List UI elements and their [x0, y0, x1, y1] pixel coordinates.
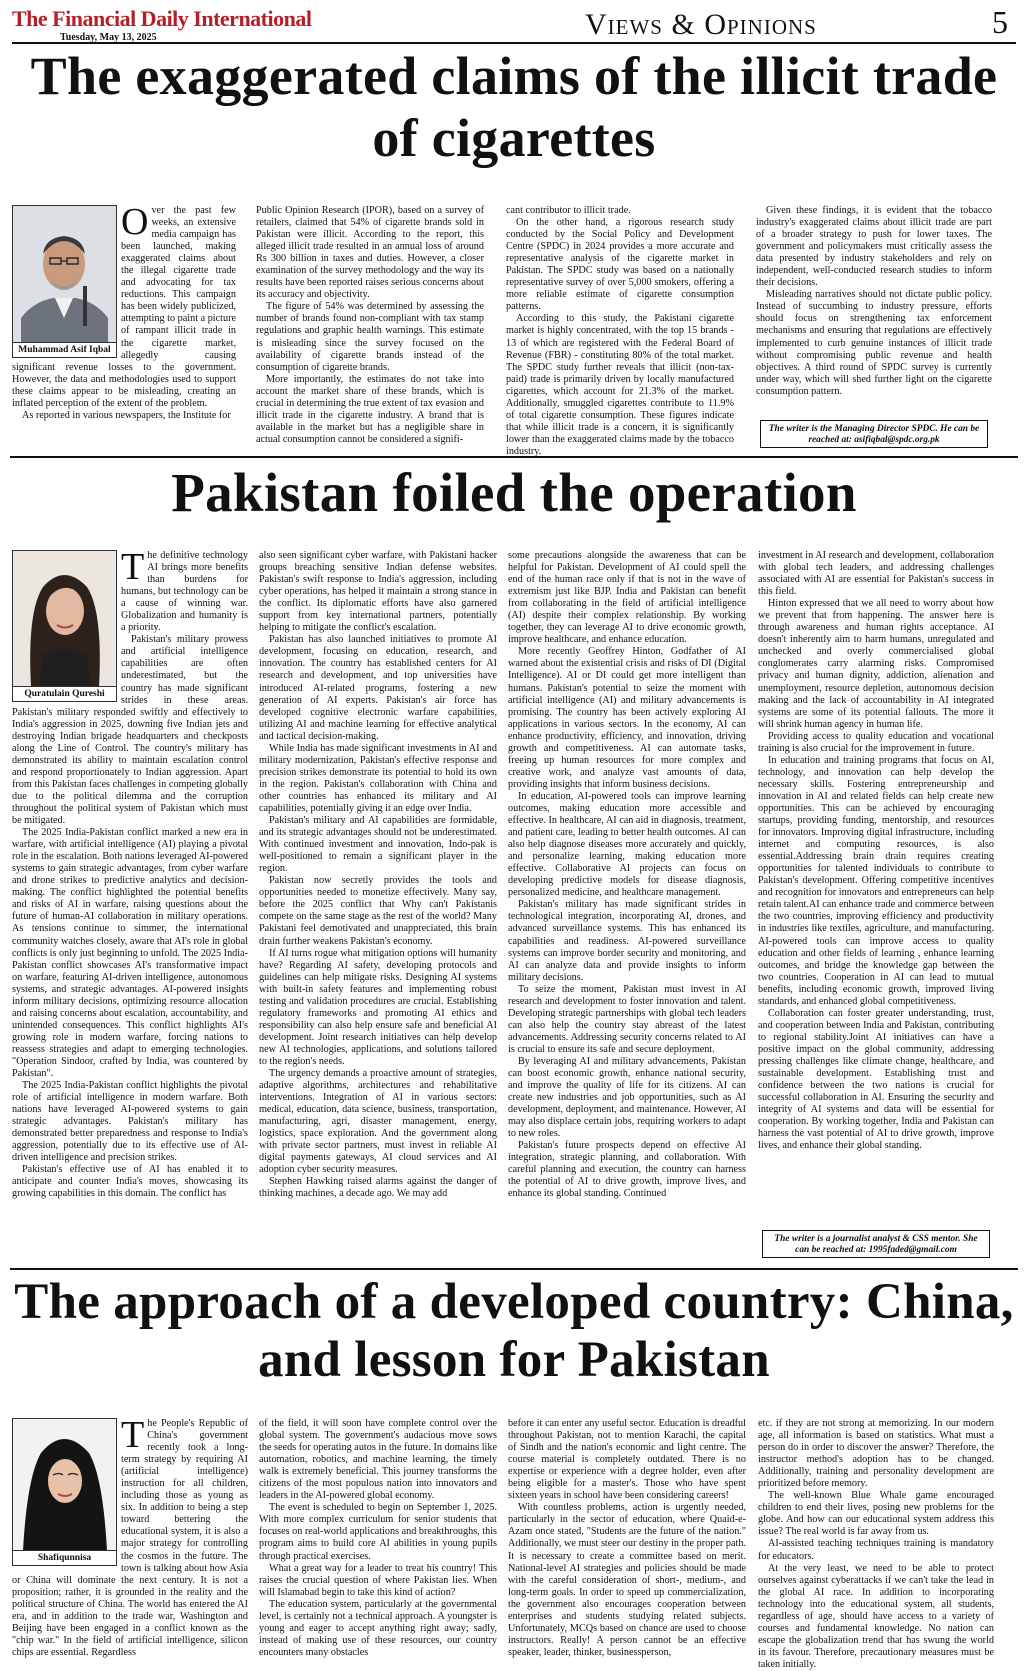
- article-1-column-1: [12, 201, 236, 425]
- paragraph: Misleading narratives should not dictate public policy. Instead of succumbing to industry pressure, efforts should focus on strengthening tax enforcement mechanisms and ensuring that regulations are effectively implemented to curb genuine instances of illicit trade without compromising public revenue and health objectives. A third round of SPDC survey is currently under way, which will shed further light on the cigarette consumption pattern.: [756, 289, 992, 397]
- article-2-column-4: [758, 550, 994, 1226]
- paragraph: The 2025 India-Pakistan conflict marked a new era in warfare, with artificial intelligence (AI) playing a pivotal role in the escalation. Both nations leveraged AI-powered systems to gain strategic advantages, from cyber warfare and drone strikes to predictive analytics and decision-making. The conflict highlighted the potential benefits and risks of AI in warfare, raising questions about the future of human-AI collaboration in military operations. As tensions continue to simmer, the international community watches closely, aware that AI's role in global conflicts is only just beginning to unfold. The 2025 India-Pakistan conflict showcases AI's transformative impact on warfare, featuring AI-driven intelligence, autonomous systems, and strategic advantages. AI-powered insights inform military decisions, optimizing resource allocation and raising concerns about escalation, accountability, and unintended consequences. This conflict highlights AI's growing role in modern warfare, forcing nations to reassess strategies and adapt to emerging technologies. "Operation Sindoor, crafted by India, was countered by Pakistan".: [12, 827, 248, 1080]
- paragraph: Pakistan's military has made significant strides in technological integration, incorporating AI, drones, and advanced surveillance systems. This has enhanced its capabilities and readiness. AI-powered surveillance systems can improve border security and monitoring, and AI can analyze data and provide insights to inform military decisions.: [508, 899, 746, 983]
- paragraph: some precautions alongside the awareness that can be helpful for Pakistan. Development of AI could spell the end of the human race only if that is not in the wave of extremism just like BJP. India and Pakistan can benefit from collaborating in the field of artificial intelligence (AI) despite their complex relationship. By working together, they can leverage AI to drive economic growth, improve healthcare, and enhance education.: [508, 550, 746, 646]
- paragraph: Pakistan's future prospects depend on effective AI integration, strategic planning, and collaboration. With careful planning and execution, the country can harness the potential of AI to drive growth, improve lives, and enhance its global standing. Continued: [508, 1140, 746, 1200]
- paragraph: Pakistan has also launched initiatives to promote AI development, focusing on education, research, and innovation. The country has established centers for AI research and development, and top universities have introduced AI-related programs, fostering a new generation of AI experts. Pakistan's air force has developed cognitive electronic warfare capabilities, utilizing AI and machine learning for effective analytical and tactical decision-making.: [259, 634, 497, 742]
- page-number: 5: [992, 4, 1008, 40]
- article-1-column-2: [256, 205, 484, 445]
- drop-cap: O: [121, 201, 149, 243]
- paragraph: The urgency demands a proactive amount of strategies, adaptive algorithms, architectures and rehabilitative interventions. Integration of AI in various sectors: medical, education, data science, business, transportation, manufacturing, agri, disaster management, energy, logistics, space exploration. And the government along with private sector partners, must invest in reliable AI digital payments gateways, AI cloud services and AI adoption cyber security measures.: [259, 1068, 497, 1176]
- article-3-column-4: [758, 1418, 994, 1670]
- article-2-column-3: [508, 550, 746, 1260]
- article-3-column-2: [259, 1418, 497, 1658]
- paragraph: With countless problems, action is urgently needed, particularly in the sector of education, where Quaid-e-Azam once stated, "Students are the future of the nation." Additionally, we must steer our destiny in the proper path. It is necessary to create a committee based on merit. National-level AI strategies and policies should be made with the careful consideration of short-, medium-, and long-term goals. In order to speed up commercialization, the government also encourages cooperation between enterprises and students studying related subjects. Unfortunately, MCQs based on chance are used to choose instructors. Really! A person cannot be an effective speaker, leader, thinker, businessperson,: [508, 1502, 746, 1658]
- drop-cap: T: [121, 546, 145, 588]
- paragraph: etc. if they are not strong at memorizing. In our modern age, all information is based on statistics. What must a person do in order to discover the answer? Therefore, the instructor method's adoption has to be changed. Additionally, training and personality development are prioritized before memory.: [758, 1418, 994, 1490]
- paragraph: The 2025 India-Pakistan conflict highlights the pivotal role of artificial intelligence in modern warfare. Both nations have leveraged AI-powered systems to gain strategic advantages. Pakistan's military has demonstrated better preparedness and response to India's aggression, potentially due to its effective use of AI-driven intelligence and precision strikes.: [12, 1080, 248, 1164]
- paragraph: More importantly, the estimates do not take into account the market share of these brands, which is crucial in determining the true extent of tax evasion and illicit trade in the cigarette industry. A brand that is available in the market but has a negligible share in actual consumption cannot be considered a signifi-: [256, 373, 484, 445]
- paragraph: Stephen Hawking raised alarms against the danger of thinking machines, a decade ago. We may add: [259, 1176, 497, 1200]
- drop-cap: T: [121, 1414, 145, 1456]
- paragraph: More recently Geoffrey Hinton, Godfather of AI warned about the existential crisis and risks of DI (Digital Intelligence). AI or DI could get more intelligent than humans. Pakistan's potential to seize the moment with artificial intelligence (AI) and military advancements is promising. The country has been actively exploring AI applications in various sectors. In the economy, AI can enhance productivity, efficiency, and innovation, driving growth and competitiveness. AI can automate tasks, freeing up human resources for more complex and creative work, and analyze vast amounts of data, providing insights that inform business decisions.: [508, 646, 746, 790]
- paper-date: Tuesday, May 13, 2025: [60, 32, 157, 43]
- article-1-byline: The writer is the Managing Director SPDC. He can be reached at: asifiqbal@spdc.org.pk: [760, 420, 988, 448]
- paragraph: The figure of 54% was determined by assessing the number of brands found non-compliant with tax stamp regulations and graphic health warnings. This estimate is misleading since the survey focused on the availability of cigarette brands instead of the consumption of cigarette brands.: [256, 301, 484, 373]
- paragraph: Pakistan's effective use of AI has enabled it to anticipate and counter India's moves, showcasing its growing capabilities in this domain. The conflict has: [12, 1164, 248, 1200]
- section-name: Views & Opinions: [585, 8, 817, 41]
- paragraph: If AI turns rogue what mitigation options will humanity have? Regarding AI safety, developing protocols and guidelines can help mitigate risks. Designing AI systems with built-in safety features and implementing robust testing and validation procedures are crucial. Establishing regulatory frameworks and promoting AI ethics and responsibility can also help ensure safe and beneficial AI development. Joint research initiatives can help develop new AI technologies, applications, and solutions tailored to the region's needs.: [259, 947, 497, 1067]
- paragraph: At the very least, we need to be able to protect ourselves against cyberattacks if we can't take the lead in the global AI race. In addition to incorporating technology into the educational system, all students, regardless of age, should have access to a variety of courses and fundamental knowledge. No nation can escape the globalization trend that has swung the world in its favour. Therefore, precautionary measures must be taken initially.: [758, 1562, 994, 1670]
- paragraph: Pakistan's military prowess and artificial intelligence capabilities are often underestimated, but the country has made significant strides in these areas. Pakistan's military responded swiftly and effectively to India's aggression in 2025, downing five Indian jets and destroying Indian brigade headquarters and checkposts along the Line of Control. The country's military has demonstrated its ability to maintain escalation control and respond proportionately to Indian aggression. Apart from this Pakistan faces challenges in competing globally due to the political dilemma and the corruption throughout the political system of Pakistan which must be mitigated.: [12, 634, 248, 827]
- article-2-column-2: [259, 550, 497, 1260]
- paragraph: investment in AI research and development, collaboration with global tech leaders, and addressing challenges associated with AI are essential for Pakistan's success in this field.: [758, 550, 994, 598]
- paragraph: Public Opinion Research (IPOR), based on a survey of retailers, claimed that 54% of cigarette brands sold in Pakistan were illicit. According to the report, this alleged illicit trade resulted in an annual loss of around Rs 300 billion in taxes and duties. However, a closer examination of the survey methodology and the way its results have been reported raises serious concerns about its accuracy and objectivity.: [256, 205, 484, 301]
- section-divider: [10, 1268, 1018, 1270]
- article-1-headline: The exaggerated claims of the illicit trade of cigarettes: [30, 46, 998, 168]
- paragraph: To seize the moment, Pakistan must invest in AI research and development to foster innovation and talent. Developing strategic partnerships with global tech leaders can also help the country stay abreast of the latest advancements. Addressing security concerns related to AI is crucial to ensure its safe and secure deployment.: [508, 983, 746, 1055]
- article-1-column-4: [756, 205, 992, 415]
- paragraph: The definitive technology AI brings more benefits than burdens for humans, but technology can be a cause of winning war. Globalization and humanity is a priority.: [121, 546, 248, 634]
- article-3-author-caption: Shafiqunnisa: [13, 1550, 116, 1565]
- article-3-headline: The approach of a developed country: China, and lesson for Pakistan: [14, 1274, 1014, 1388]
- paragraph: According to this study, the Pakistani cigarette market is highly concentrated, with the top 15 brands - 13 of which are registered with the Federal Board of Revenue (FBR) - constituting 80% of the total market. The SPDC study further reveals that illicit (non-tax-paid) trade is primarily driven by locally manufactured cigarettes, which account for 21.3% of the market. Additionally, smuggled cigarettes contribute to 11.9% of total cigarette consumption. These figures indicate that while illicit trade is a concern, it is significantly lower than the exaggerated claims made by the tobacco industry.: [506, 313, 734, 457]
- paragraph: The event is scheduled to begin on September 1, 2025. With more complex curriculum for senior students that focuses on real-world applications and breakthroughs, this program aims to build core AI abilities in young pupils through practical exercises.: [259, 1502, 497, 1562]
- article-3-column-3: [508, 1418, 746, 1658]
- paper-name: The Financial Daily International: [12, 6, 312, 31]
- paragraph: Pakistan's military and AI capabilities are formidable, and its strategic advantages should not be underestimated. With continued investment and innovation, Indo-pak is well-positioned to remain a significant player in the region.: [259, 815, 497, 875]
- paragraph: The People's Republic of China's government recently took a long-term strategy by requiring AI (artificial intelligence) instruction for all children, including those as young as six. In addition to being a step toward bettering the educational system, it is also a major strategy for controlling the cosmos in the future. The town is talking about how Asia or China will dominate the next century. It is not a proposition; rather, it is grounded in the reality and the political structure of China. The world has entered the AI era, and in addition to the trade war, Washington and Beijing have been engaged in a conflict known as the "chip war." In the field of artificial intelligence, silicon chips are essential. Regardless: [12, 1414, 248, 1658]
- article-3-column-1: [12, 1414, 248, 1658]
- paragraph: On the other hand, a rigorous research study conducted by the Social Policy and Development Centre (SPDC) in 2024 provides a more accurate and representative analysis of the cigarette market in Pakistan. The SPDC study was based on a nationally representative survey of over 5,000 smokers, offering a more reliable estimate of cigarette consumption patterns.: [506, 217, 734, 313]
- paragraph: As reported in various newspapers, the Institute for: [22, 409, 231, 421]
- article-1-column-3: [506, 205, 734, 457]
- article-1-author-caption: Muhammad Asif Iqbal: [13, 342, 116, 357]
- paragraph: before it can enter any useful sector. Education is dreadful throughout Pakistan, not to mention Karachi, the capital of Sindh and the nation's economic and light centre. The course material is completely outdated. There is no expertise or experience with a degree holder, even after being eligible for a master's. Those who have spent sixteen years in school have been considering careers!: [508, 1418, 746, 1502]
- paragraph: Pakistan now secretly provides the tools and opportunities needed to monetize effectively. Many say, before the 2025 conflict that Why can't Pakistanis compete on the same stage as the rest of the world? Many Pakistani feel demotivated and unappreciated, this brain drain further weakens Pakistan's economy.: [259, 875, 497, 947]
- paragraph: Over the past few weeks, an extensive media campaign has been launched, making exaggerated claims about the illegal cigarette trade and advocating for tax reductions. This campaign has been widely publicized, attempting to paint a picture of rampant illicit trade in the cigarette market, allegedly causing significant revenue losses to the government. However, the data and methodologies used to support these claims appear to be misleading, creating an inflated perception of the extent of the problem.: [12, 201, 236, 409]
- article-2-column-1: [12, 546, 248, 1260]
- photo-float-spacer: [12, 1418, 121, 1566]
- paragraph: What a great way for a leader to treat his country! This raises the crucial question of where Pakistan lies. When will Islamabad begin to take this kind of action?: [259, 1562, 497, 1598]
- masthead: [12, 6, 1016, 44]
- paragraph: Providing access to quality education and vocational training is also crucial for the improvement in future.: [758, 730, 994, 754]
- photo-float-spacer: [12, 205, 121, 358]
- paragraph: In education and training programs that focus on AI, technology, and innovation can help develop the necessary skills. Fostering entrepreneurship and innovation in AI and related fields can help create new opportunities. This can be achieved by encouraging startups, providing funding, mentorship, and resources for innovators. Improving digital infrastructure, including internet and computing resources, is also essential.Addressing brain drain requires creating opportunities for talented individuals to contribute to Pakistan's development. Offering competitive incentives and recognition for innovators and entrepreneurs can help retain talent.AI can enhance trade and commerce between the two countries, improving efficiency and productivity in industries like textiles, agriculture, and manufacturing. AI-powered tools can improve access to quality education and other fields of learning , enhance learning outcomes, and bridge the knowledge gap between the two countries. Cooperation in AI can lead to mutual benefits, including economic growth, improved living standards, and enhanced global competitiveness.: [758, 754, 994, 1007]
- paragraph: In education, AI-powered tools can improve learning outcomes, making education more accessible and effective. In healthcare, AI can aid in diagnosis, treatment, and patient care, leading to better health outcomes. AI can also help diagnose diseases more accurately and quickly, and personalize learning, making education more effective. Collaborative AI projects can focus on developing predictive models for disease diagnosis, personalized medicine, and healthcare management.: [508, 790, 746, 899]
- photo-float-spacer: [12, 550, 121, 702]
- paragraph: also seen significant cyber warfare, with Pakistani hacker groups breaching sensitive Indian defense websites. Pakistan's swift response to India's aggression, including cyber operations, has helped it maintain a strong stance in the conflict. Its diplomatic efforts have also garnered support from key international partners, potentially helping to mitigate the conflict's escalation.: [259, 550, 497, 634]
- paragraph: Hinton expressed that we all need to worry about how we prevent that from happening. The answer here is through awareness and human rights acceptance. AI doesn't inherently aim to harm humans, unregulated and unchecked and overly commercialised global conglomerates carry alarming risks. Compromised privacy and human dignity, addiction, alienation and unemployment, resource depletion, autonomous decision making and the lack of accountability in AI integrated systems are some of its potential fallouts. The more it will shrink human agency in human life.: [758, 598, 994, 730]
- article-2-headline: Pakistan foiled the operation: [171, 462, 857, 523]
- article-2-byline: The writer is a journalist analyst & CSS mentor. She can be reached at: 1995faded@gmail.com: [762, 1230, 990, 1258]
- paragraph: AI-assisted teaching techniques training is mandatory for educators.: [758, 1538, 994, 1562]
- paragraph: While India has made significant investments in AI and military modernization, Pakistan's effective response and precision strikes demonstrate its potential to hold its own in the region. Pakistan's collaboration with China and other countries has enhanced its military and AI capabilities, potentially giving it an edge over India.: [259, 742, 497, 814]
- paragraph: Given these findings, it is evident that the tobacco industry's exaggerated claims about illicit trade are part of a broader strategy to push for lower taxes. The government and policymakers must critically assess the data presented by industry stakeholders and rely on independent, well-conducted research studies to inform their decisions.: [756, 205, 992, 289]
- section-divider: [10, 456, 1018, 458]
- paragraph: cant contributor to illicit trade.: [506, 205, 631, 216]
- paragraph: By leveraging AI and military advancements, Pakistan can boost economic growth, enhance national security, and improve the quality of life for its citizens. AI can create new industries and job opportunities, such as AI development, deployment, and maintenance. However, AI may also displace certain jobs, requiring workers to adapt to new roles.: [508, 1055, 746, 1140]
- paragraph: The well-known Blue Whale game encouraged children to end their lives, posing new problems for the globe. And how can our educational system address this issue? The real world is far away from us.: [758, 1490, 994, 1538]
- paragraph: Collaboration can foster greater understanding, trust, and cooperation between India and Pakistan, contributing to regional stability.Joint AI initiatives can have a positive impact on the global community, addressing pressing challenges like climate change, healthcare, and sustainable development. Establishing trust and confidence between the two nations is crucial for successful collaboration in AI. Ensuring the security and integrity of AI systems and data will be essential for cooperation. By working together, India and Pakistan can harness the vast potential of AI to drive growth, improve lives, and enhance their global standing.: [758, 1007, 994, 1152]
- paragraph: The education system, particularly at the governmental level, is certainly not a technical approach. A youngster is young and eager to accept anything right away; sadly, instead of making use of these resources, our country encounters many obstacles: [259, 1598, 497, 1658]
- paragraph: of the field, it will soon have complete control over the global system. The government's audacious move sows the seeds for operating autos in the future. In domains like automation, robotics, and machine learning, the timely walk is extremely beneficial. This journey transforms the citizens of the most populous nation into innovators and leaders in the AI-powered global economy.: [259, 1418, 497, 1502]
- article-2-author-caption: Quratulain Qureshi: [13, 686, 116, 701]
